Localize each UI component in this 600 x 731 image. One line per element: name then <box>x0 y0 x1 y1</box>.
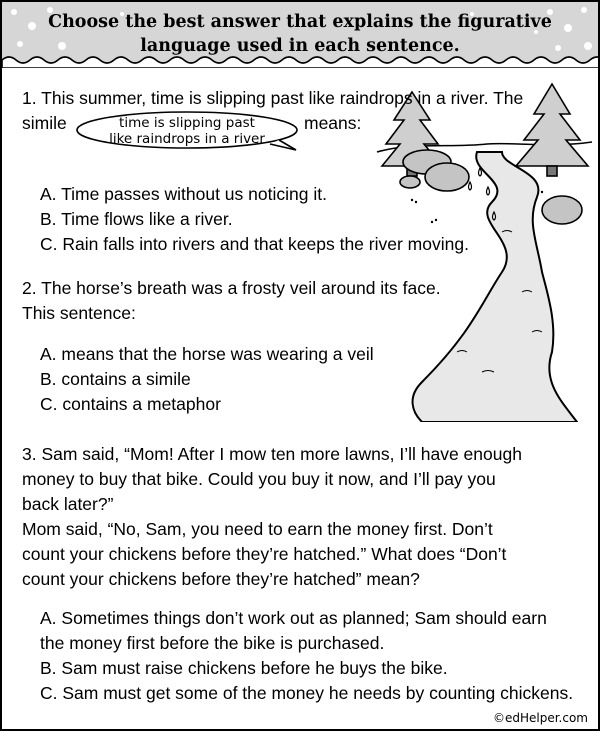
q1-option-c[interactable]: C. Rain falls into rivers and that keeps the river moving. <box>40 234 469 254</box>
bubble-line-2: like raindrops in a river <box>109 131 265 147</box>
question-2-options <box>40 342 374 417</box>
means-label: means: <box>304 113 362 133</box>
question-1-text: 1. This summer, time is slipping past like raindrops in a river. The <box>22 88 524 108</box>
q2-option-c[interactable]: C. contains a metaphor <box>40 394 221 414</box>
q3-option-a-continued[interactable]: the money first before the bike is purchased. <box>40 633 385 653</box>
q1-option-a[interactable]: A. Time passes without us noticing it. <box>40 184 327 204</box>
q3-option-b[interactable]: B. Sam must raise chickens before he buys the bike. <box>40 658 448 678</box>
question-1 <box>22 86 523 111</box>
question-2-subtext: This sentence: <box>22 303 136 323</box>
question-2-text: 2. The horse’s breath was a frosty veil around its face. <box>22 278 441 298</box>
bubble-line-1: time is slipping past <box>119 115 255 131</box>
simile-bubble <box>74 110 300 152</box>
question-1-options <box>40 182 469 257</box>
question-3: 3. Sam said, “Mom! After I mow ten more lawns, I’ll have enough money to buy that bike. Could you buy it now, and I’ll pay you back later?” Mom said, “No, Sam, you need to earn the money first. Don’t count your chickens before they’re hatched.” What does “Don’t count your chickens before they’re hatched” mean? <box>22 444 522 589</box>
title-line-1: Choose the best answer that explains the figurative <box>48 12 552 32</box>
header-banner <box>2 2 598 68</box>
question-2 <box>22 276 441 326</box>
simile-label: simile <box>22 113 67 133</box>
title-line-2: language used in each sentence. <box>140 36 460 56</box>
q2-option-b[interactable]: B. contains a simile <box>40 369 191 389</box>
q2-option-a[interactable]: A. means that the horse was wearing a veil <box>40 344 374 364</box>
q3-option-a[interactable]: A. Sometimes things don’t work out as planned; Sam should earn <box>40 608 547 628</box>
q3-option-c[interactable]: C. Sam must get some of the money he needs by counting chickens. <box>40 683 574 703</box>
q1-option-b[interactable]: B. Time flows like a river. <box>40 209 233 229</box>
wave-border <box>2 54 598 68</box>
question-3-options <box>40 606 573 706</box>
instructions-title <box>2 10 598 58</box>
copyright-text: ©edHelper.com <box>492 711 588 725</box>
